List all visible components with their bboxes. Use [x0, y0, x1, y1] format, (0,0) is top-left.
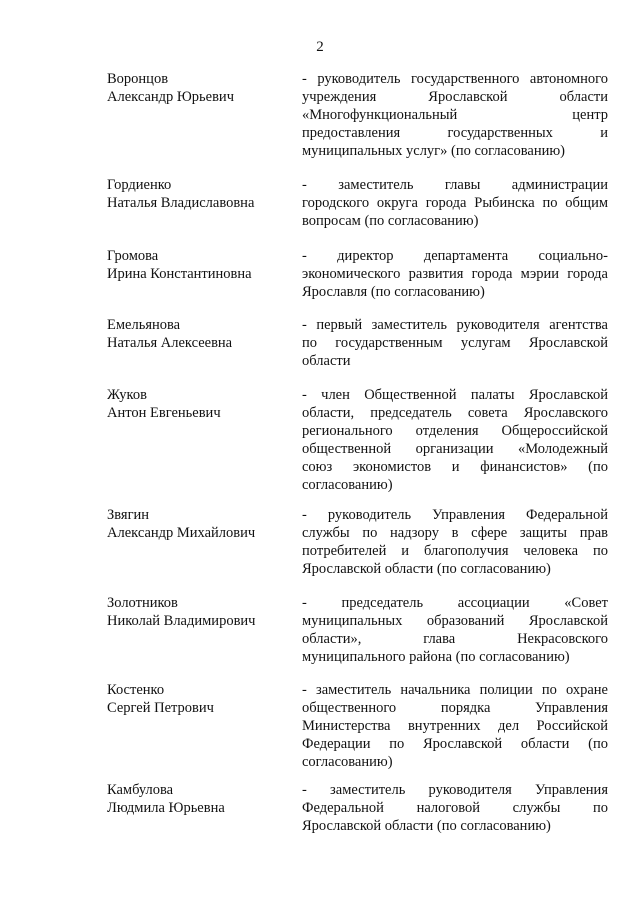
member-surname: Костенко	[107, 682, 165, 698]
role-line: Ярославля (по согласованию)	[302, 284, 485, 300]
member-given-names: Ирина Константиновна	[107, 266, 252, 282]
role-line: области	[302, 353, 351, 369]
member-given-names: Сергей Петрович	[107, 700, 214, 716]
member-given-names: Людмила Юрьевна	[107, 800, 225, 816]
role-line: по государственным услугам Ярославской	[302, 335, 608, 351]
role-line: - заместитель главы администрации	[302, 177, 608, 193]
member-given-names: Александр Юрьевич	[107, 89, 234, 105]
role-line: Министерства внутренних дел Российской	[302, 718, 608, 734]
member-name	[107, 70, 292, 106]
member-name	[107, 594, 292, 630]
role-line: регионального отделения Общероссийской	[302, 423, 608, 439]
member-surname: Воронцов	[107, 71, 169, 87]
role-line: - первый заместитель руководителя агентства	[302, 317, 608, 333]
role-line: Федеральной налоговой службы по	[302, 800, 608, 816]
member-role	[302, 316, 608, 370]
member-role	[302, 781, 608, 835]
member-surname: Жуков	[107, 387, 147, 403]
role-line: - руководитель Управления Федеральной	[302, 507, 608, 523]
member-given-names: Наталья Владиславовна	[107, 195, 255, 211]
role-line: службы по надзору в сфере защиты прав	[302, 525, 608, 541]
role-line: потребителей и благополучия человека по	[302, 543, 608, 559]
member-surname: Звягин	[107, 507, 150, 523]
member-surname: Громова	[107, 248, 159, 264]
role-line: согласованию)	[302, 754, 393, 770]
role-line: муниципальных услуг» (по согласованию)	[302, 143, 565, 159]
member-surname: Емельянова	[107, 317, 181, 333]
role-line: - директор департамента социально-	[302, 248, 608, 264]
member-role	[302, 247, 608, 301]
role-line: - член Общественной палаты Ярославской	[302, 387, 608, 403]
role-line: предоставления государственных и	[302, 125, 608, 141]
page-number: 2	[316, 39, 324, 55]
member-surname: Гордиенко	[107, 177, 172, 193]
role-line: - председатель ассоциации «Совет	[302, 595, 608, 611]
role-line: - заместитель начальника полиции по охране	[302, 682, 608, 698]
member-role	[302, 506, 608, 578]
member-role	[302, 70, 608, 160]
member-given-names: Александр Михайлович	[107, 525, 256, 541]
role-line: Ярославской области (по согласованию)	[302, 561, 551, 577]
role-line: учреждения Ярославской области	[302, 89, 608, 105]
member-name	[107, 176, 292, 212]
role-line: - руководитель государственного автономного	[302, 71, 608, 87]
member-name	[107, 386, 292, 422]
member-role	[302, 176, 608, 230]
role-line: муниципального района (по согласованию)	[302, 649, 570, 665]
member-name	[107, 506, 292, 542]
role-line: Ярославской области (по согласованию)	[302, 818, 551, 834]
role-line: городского округа города Рыбинска по общим	[302, 195, 608, 211]
role-line: Федерации по Ярославской области (по	[302, 736, 608, 752]
member-given-names: Николай Владимирович	[107, 613, 256, 629]
role-line: «Многофункциональный центр	[302, 107, 608, 123]
member-name	[107, 316, 292, 352]
role-line: области, председатель совета Ярославского	[302, 405, 608, 421]
member-role	[302, 681, 608, 771]
member-surname: Камбулова	[107, 782, 174, 798]
member-given-names: Антон Евгеньевич	[107, 405, 221, 421]
role-line: муниципальных образований Ярославской	[302, 613, 608, 629]
role-line: общественной организации «Молодежный	[302, 441, 608, 457]
member-given-names: Наталья Алексеевна	[107, 335, 233, 351]
member-role	[302, 594, 608, 666]
role-line: согласованию)	[302, 477, 393, 493]
member-role	[302, 386, 608, 494]
member-name	[107, 247, 292, 283]
role-line: союз экономистов и финансистов» (по	[302, 459, 608, 475]
role-line: вопросам (по согласованию)	[302, 213, 479, 229]
role-line: экономического развития города мэрии города	[302, 266, 608, 282]
role-line: - заместитель руководителя Управления	[302, 782, 608, 798]
role-line: области», глава Некрасовского	[302, 631, 608, 647]
member-name	[107, 781, 292, 817]
member-name	[107, 681, 292, 717]
role-line: общественного порядка Управления	[302, 700, 608, 716]
member-surname: Золотников	[107, 595, 178, 611]
